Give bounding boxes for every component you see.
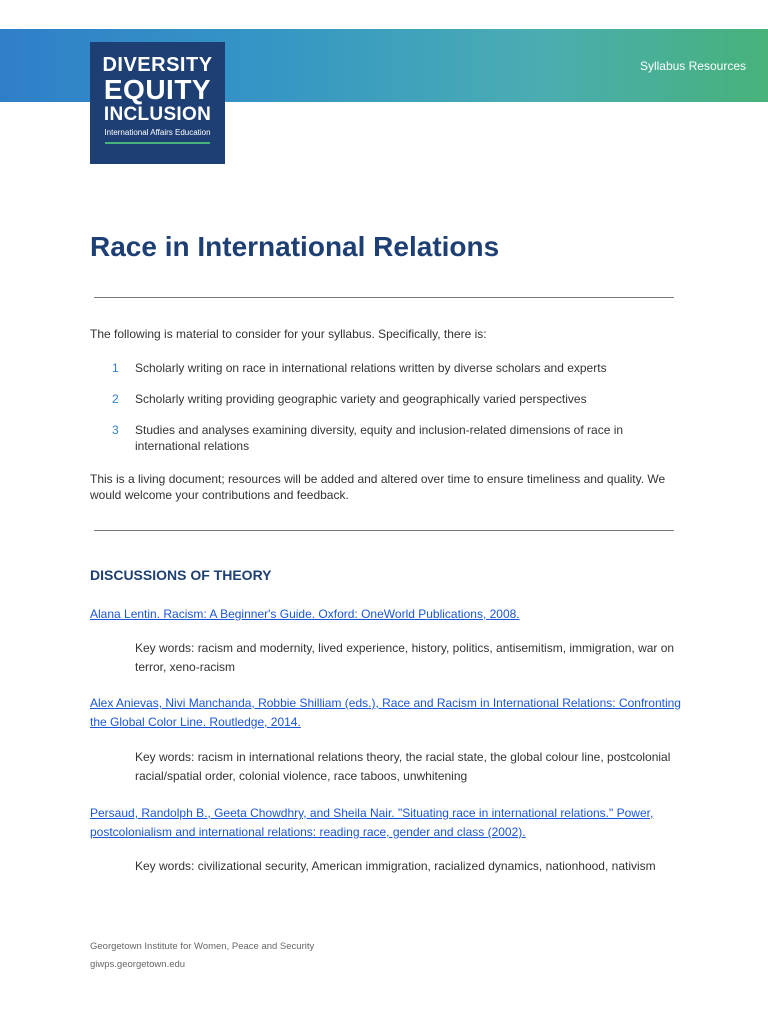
logo-diversity: DIVERSITY — [102, 54, 213, 76]
reference-link-persaud[interactable]: Persaud, Randolph B., Geeta Chowdhry, and Sheila Nair. "Situating race in international relations." Power, postcolonialism and international relations: reading race, gender and class (2002). — [90, 806, 654, 839]
section-title: DISCUSSIONS OF THEORY — [90, 567, 272, 583]
logo-accent-bar — [105, 142, 210, 144]
list-item — [90, 422, 690, 454]
footer — [90, 938, 314, 974]
footer-org: Georgetown Institute for Women, Peace and Security — [90, 941, 315, 952]
reference-keywords: Key words: racism in international relations theory, the racial state, the global colour line, postcolonial racial/spatial order, colonial violence, race taboos, unwhitening — [135, 750, 671, 783]
page-title: Race in International Relations — [90, 231, 500, 262]
list-number: 2 — [112, 392, 119, 406]
divider-top — [94, 297, 674, 298]
numbered-list — [90, 360, 690, 469]
logo-equity: EQUITY — [103, 74, 212, 105]
intro-text: The following is material to consider for your syllabus. Specifically, there is: — [90, 327, 487, 341]
dei-logo — [90, 42, 225, 164]
divider-middle — [94, 530, 674, 531]
list-item-text: Scholarly writing on race in international relations written by diverse scholars and experts — [135, 361, 607, 375]
logo-subtitle: International Affairs Education — [104, 128, 211, 137]
list-number: 1 — [112, 361, 119, 375]
reference-link-lentin[interactable]: Alana Lentin. Racism: A Beginner's Guide. Oxford: OneWorld Publications, 2008. — [90, 607, 520, 621]
list-item — [90, 391, 690, 407]
logo-inclusion: INCLUSION — [103, 104, 212, 125]
list-number: 3 — [112, 423, 119, 437]
living-document-note: This is a living document; resources will be added and altered over time to ensure timeliness and quality. We would welcome your contributions and feedback. — [90, 472, 666, 502]
syllabus-resources-label: Syllabus Resources — [639, 59, 746, 73]
reference-keywords: Key words: civilizational security, American immigration, racialized dynamics, nationhood, nativism — [135, 859, 656, 873]
list-item — [90, 360, 690, 376]
list-item-text: Scholarly writing providing geographic variety and geographically varied perspectives — [135, 392, 587, 406]
list-item-text: Studies and analyses examining diversity, equity and inclusion-related dimensions of race in international relations — [135, 423, 624, 453]
reference-link-anievas[interactable]: Alex Anievas, Nivi Manchanda, Robbie Shilliam (eds.), Race and Racism in International Relations: Confronting the Global Color Line. Routledge, 2014. — [90, 696, 681, 729]
reference-keywords: Key words: racism and modernity, lived experience, history, politics, antisemitism, immigration, war on terror, xeno-racism — [135, 641, 675, 674]
footer-url: giwps.georgetown.edu — [90, 959, 186, 970]
